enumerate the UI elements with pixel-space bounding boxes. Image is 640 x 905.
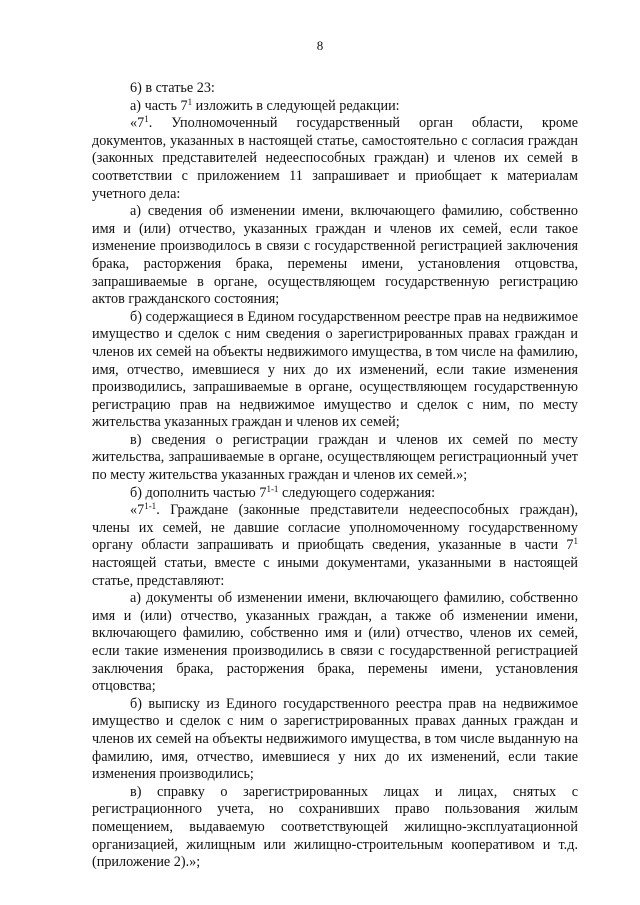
superscript: 1 xyxy=(573,536,578,547)
document-body xyxy=(92,80,578,872)
superscript: 1-1 xyxy=(144,501,157,512)
paragraph-item-a-documents: а) документы об изменении имени, включающего фамилию, собственно имя и (или) отчество, указанных граждан, а также об изменении имени, включающего фамилию, собственно имя и (или) отчество, членов их семей, если такие изменения производились в связи с государственной регистрацией заключения брака, расторжения брака, перемены имени, установления отцовства; xyxy=(92,590,578,695)
superscript: 1-1 xyxy=(266,483,279,494)
paragraph-item-b-registry: б) содержащиеся в Едином государственном реестре прав на недвижимое имущество и сделок с ним сведения о зарегистрированных правах граждан и членов их семей на объекты недвижимого имущества, в том числе на фамилию, имя, отчество, имевшиеся у них до их изменений, если такие изменения производились, запрашиваемые в органе, осуществляющем государственную регистрацию прав на недвижимое имущество и сделок с ним, по месту жительства указанных граждан и членов их семей; xyxy=(92,308,578,431)
page-number: 8 xyxy=(316,38,324,53)
paragraph-item-v-certificate: в) справку о зарегистрированных лицах и лицах, снятых с регистрационного учета, но сохранивших право пользования жилым помещением, выдаваемую соответствующей жилищно-эксплуатационной организацией, жилищным или жилищно-строительным кооперативом и т.д. (приложение 2).»; xyxy=(92,783,578,871)
superscript: 1 xyxy=(187,96,193,107)
superscript: 1 xyxy=(144,114,149,125)
paragraph-article-23: 6) в статье 23: xyxy=(130,80,215,96)
paragraph-part-b-intro: б) дополнить частью 7$^{1-1}$ следующего содержания: xyxy=(130,483,436,501)
paragraph-item-a-name-change: а) сведения об изменении имени, включающего фамилию, собственно имя и (или) отчество, указанных граждан и членов их семей, если такое изменение производилось в связи с государственной регистрацией заключения брака, расторжения брака, перемены имени, установления отцовства, запрашиваемые в органе, осуществляющем государственную регистрацию актов гражданского состояния; xyxy=(92,203,578,308)
paragraph-item-b-extract: б) выписку из Единого государственного реестра прав на недвижимое имущество и сделок с ним о зарегистрированных правах данных граждан и членов их семей на объекты недвижимого имущества, в том числе выданную на фамилию, имя, отчество, имевшиеся у них до их изменений, если такие изменения производились; xyxy=(92,695,578,783)
paragraph-part-a-intro: а) часть $7^1$ изложить в следующей редакции: xyxy=(130,96,400,114)
paragraph-part-7-1: «$7^1$. Уполномоченный государственный орган области, кроме документов, указанных в настоящей статье, самостоятельно с согласия граждан (законных представителей недееспособных граждан) и членов их семей в соответствии с приложением 11 запрашивает и приобщает к материалам учетного дела: xyxy=(92,114,578,202)
paragraph-part-7-1-1: «7$^{1-1}$. Граждане (законные представители недееспособных граждан), члены их семей, не давшие согласие уполномоченному государственному органу области запрашивать и приобщать сведения, указанные в части $7^1$ настоящей статьи, вместе с иными документами, указанными в настоящей статье, представляют: xyxy=(92,501,578,589)
paragraph-item-v-residence: в) сведения о регистрации граждан и членов их семей по месту жительства, запрашиваемые в органе, осуществляющем регистрационный учет по месту жительства указанных граждан и членов их семей.»; xyxy=(92,431,578,484)
